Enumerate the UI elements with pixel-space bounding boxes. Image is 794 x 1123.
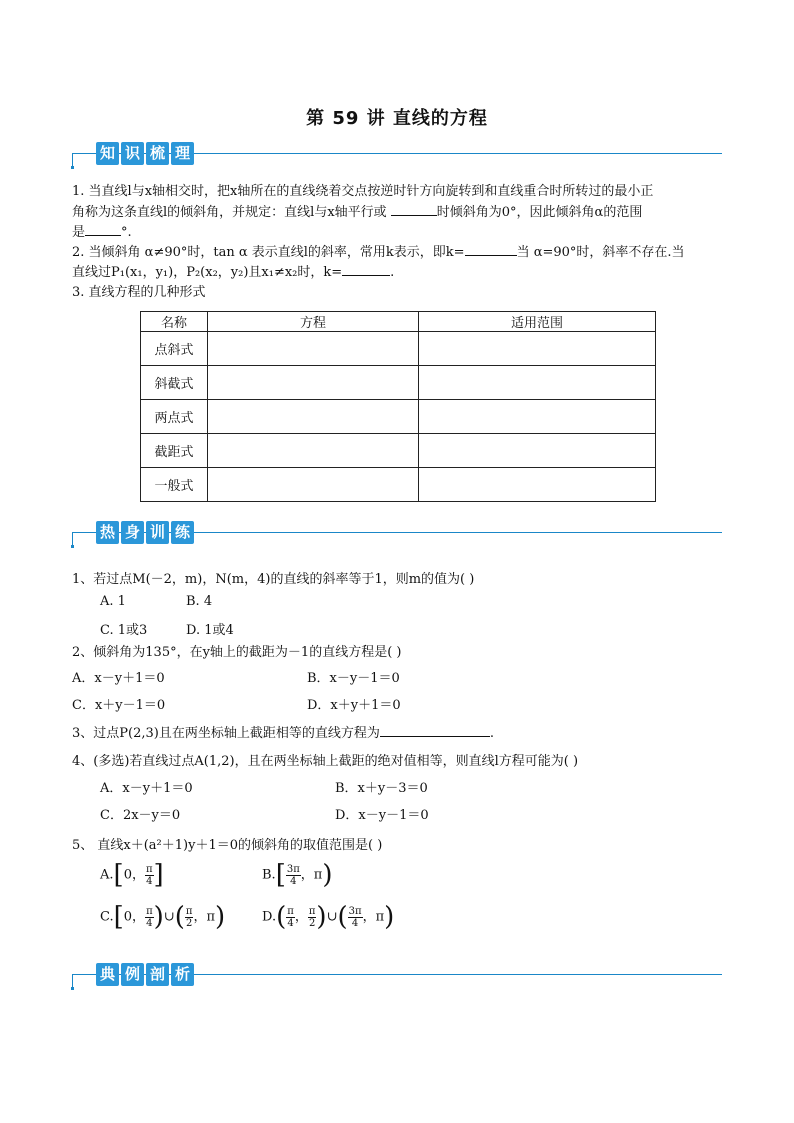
knowledge-p1a: 1. 当直线l与x轴相交时，把x轴所在的直线绕着交点按逆时针方向旋转到和直线重合时所转过的最小正 <box>72 184 654 199</box>
section-char: 梳 <box>146 142 169 165</box>
q4-option-d: D．x－y－1＝0 <box>335 808 429 823</box>
table-row: 两点式 <box>141 400 656 434</box>
section-header-knowledge <box>72 139 722 171</box>
q2-option-c: C．x＋y－1＝0 <box>72 698 166 713</box>
question-5: 5、 直线x＋(a²＋1)y＋1＝0的倾斜角的取值范围是( ) <box>72 838 383 853</box>
page-title: 第 59 讲 直线的方程 <box>306 108 488 129</box>
equation-forms-table <box>140 311 656 502</box>
section-char: 热 <box>96 521 119 544</box>
q4-option-a: A．x－y＋1＝0 <box>100 781 193 796</box>
question-1: 1、若过点M(－2，m)，N(m，4)的直线的斜率等于1，则m的值为( ) <box>72 572 475 587</box>
knowledge-p2a: 2. 当倾斜角 α≠90°时，tan α 表示直线l的斜率，常用k表示，即k= 当 α=90°时，斜率不存在.当 <box>72 245 685 260</box>
section-char: 身 <box>121 521 144 544</box>
section-char: 典 <box>96 963 119 986</box>
q2-option-b: B．x－y－1＝0 <box>307 671 400 686</box>
table-header: 适用范围 <box>419 312 656 332</box>
knowledge-p1b: 角称为这条直线l的倾斜角，并规定：直线l与x轴平行或 时倾斜角为0°，因此倾斜角α的范围 <box>72 205 643 220</box>
table-header: 方程 <box>208 312 419 332</box>
knowledge-p1c: 是 °. <box>72 225 132 240</box>
question-4: 4、(多选)若直线过点A(1,2)，且在两坐标轴上截距的绝对值相等，则直线l方程可能为( ) <box>72 754 579 769</box>
q1-option-a: A. 1 <box>100 594 126 609</box>
section-char: 例 <box>121 963 144 986</box>
knowledge-p3: 3. 直线方程的几种形式 <box>72 285 206 300</box>
q5-option-c: C.[0， $\frac{\pi}{4}$ )∪( $\frac{\pi}{2}$ ，π) <box>100 902 226 932</box>
knowledge-p2b: 直线过P₁(x₁，y₁)，P₂(x₂，y₂)且x₁≠x₂时，k= . <box>72 265 395 280</box>
section-header-warmup <box>72 518 722 550</box>
q5-option-a: A.[0， $\frac{\pi}{4}$ ] <box>100 860 164 890</box>
q1-option-b: B. 4 <box>186 594 213 609</box>
q4-option-b: B．x＋y－3＝0 <box>335 781 428 796</box>
section-char: 析 <box>171 963 194 986</box>
q4-option-c: C．2x－y＝0 <box>100 808 181 823</box>
table-row: 截距式 <box>141 434 656 468</box>
q2-option-a: A．x－y＋1＝0 <box>72 671 165 686</box>
q5-option-d: D.( $\frac{\pi}{4}$ ， $\frac{\pi}{2}$ )∪( $\frac{3\pi}{4}$ ，π) <box>262 902 395 932</box>
question-3: 3、过点P(2,3)且在两坐标轴上截距相等的直线方程为 . <box>72 726 494 741</box>
section-char: 练 <box>171 521 194 544</box>
section-header-examples <box>72 960 722 992</box>
section-char: 训 <box>146 521 169 544</box>
table-row: 斜截式 <box>141 366 656 400</box>
table-header: 名称 <box>141 312 208 332</box>
section-char: 识 <box>121 142 144 165</box>
table-row: 一般式 <box>141 468 656 502</box>
section-char: 知 <box>96 142 119 165</box>
q1-option-c: C. 1或3 <box>100 623 148 638</box>
q1-option-d: D. 1或4 <box>186 623 234 638</box>
section-char: 剖 <box>146 963 169 986</box>
section-char: 理 <box>171 142 194 165</box>
question-2: 2、倾斜角为135°，在y轴上的截距为－1的直线方程是( ) <box>72 645 402 660</box>
table-row: 点斜式 <box>141 332 656 366</box>
q5-option-b: B.[ $\frac{3\pi}{4}$ ，π) <box>262 860 333 890</box>
q2-option-d: D．x＋y＋1＝0 <box>307 698 401 713</box>
